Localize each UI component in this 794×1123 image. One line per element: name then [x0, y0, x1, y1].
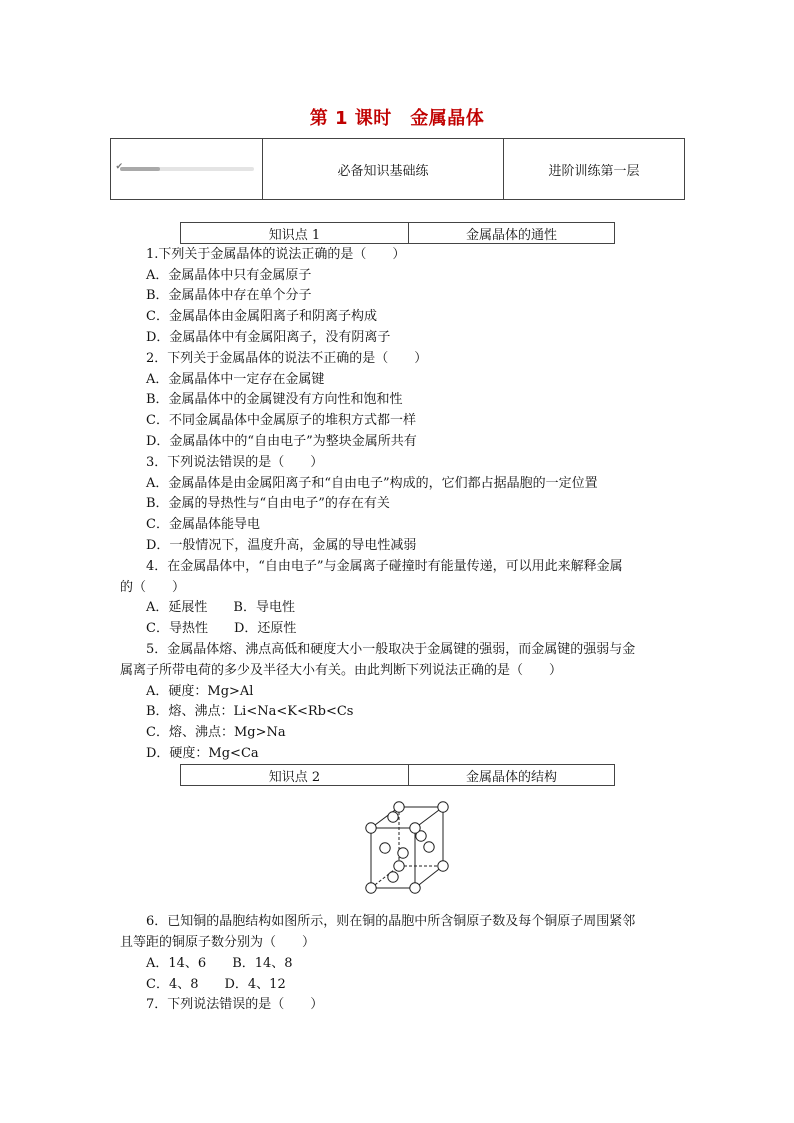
- q2-option-a: A．金属晶体中一定存在金属键: [146, 372, 325, 387]
- copper-unit-cell-diagram: [360, 795, 460, 900]
- q3-option-b: B．金属的导热性与“自由电子”的存在有关: [146, 496, 390, 511]
- q6-options-cd: C．4、8 D．4、12: [146, 977, 286, 992]
- progress-fill: [120, 167, 160, 171]
- knowledge-point-label: 知识点 1: [181, 223, 409, 244]
- knowledge-point-topic: 金属晶体的结构: [409, 765, 615, 786]
- q2-option-d: D．金属晶体中的“自由电子”为整块金属所共有: [146, 434, 417, 449]
- question-5-stem-cont: 属离子所带电荷的多少及半径大小有关。由此判断下列说法正确的是（ ）: [120, 663, 563, 678]
- check-icon: ✔: [115, 162, 124, 172]
- question-5-stem: 5．金属晶体熔、沸点高低和硬度大小一般取决于金属键的强弱，而金属键的强弱与金: [146, 642, 636, 657]
- knowledge-point-label: 知识点 2: [181, 765, 409, 786]
- knowledge-point-1-bar: [180, 222, 615, 244]
- q3-option-a: A．金属晶体是由金属阳离子和“自由电子”构成的，它们都占据晶胞的一定位置: [146, 476, 598, 491]
- q1-option-b: B．金属晶体中存在单个分子: [146, 288, 312, 303]
- question-3-stem: 3．下列说法错误的是（ ）: [146, 455, 324, 470]
- q5-option-a: A．硬度：Mg>Al: [146, 684, 254, 699]
- section-header-table: [110, 138, 685, 200]
- q5-option-c: C．熔、沸点：Mg>Na: [146, 725, 286, 740]
- knowledge-point-2-bar: [180, 764, 615, 786]
- page-title: 第 1 课时 金属晶体: [309, 108, 485, 129]
- question-1-stem: 1.下列关于金属晶体的说法正确的是（ ）: [146, 247, 406, 262]
- q4-options-ab: A．延展性 B．导电性: [146, 600, 295, 615]
- progress-bar: [115, 162, 254, 173]
- q4-options-cd: C．导热性 D．还原性: [146, 621, 297, 636]
- question-6-stem-cont: 且等距的铜原子数分别为（ ）: [120, 935, 316, 950]
- question-6-stem: 6．已知铜的晶胞结构如图所示，则在铜的晶胞中所含铜原子数及每个铜原子周围紧邻: [146, 914, 636, 929]
- question-4-stem-cont: 的（ ）: [120, 580, 186, 595]
- question-4-stem: 4．在金属晶体中，“自由电子”与金属离子碰撞时有能量传递，可以用此来解释金属: [146, 559, 623, 574]
- q2-option-c: C．不同金属晶体中金属原子的堆积方式都一样: [146, 413, 416, 428]
- q3-option-d: D．一般情况下，温度升高，金属的导电性减弱: [146, 538, 417, 553]
- q1-option-a: A．金属晶体中只有金属原子: [146, 268, 312, 283]
- q2-option-b: B．金属晶体中的金属键没有方向性和饱和性: [146, 392, 403, 407]
- q3-option-c: C．金属晶体能导电: [146, 517, 260, 532]
- q1-option-c: C．金属晶体由金属阳离子和阴离子构成: [146, 309, 377, 324]
- progress-cell: [111, 139, 263, 200]
- header-cell-advanced: 进阶训练第一层: [504, 139, 685, 200]
- q5-option-d: D．硬度：Mg<Ca: [146, 746, 259, 761]
- q5-option-b: B．熔、沸点：Li<Na<K<Rb<Cs: [146, 704, 354, 719]
- q6-options-ab: A．14、6 B．14、8: [146, 956, 293, 971]
- q1-option-d: D．金属晶体中有金属阳离子，没有阴离子: [146, 330, 391, 345]
- question-2-stem: 2．下列关于金属晶体的说法不正确的是（ ）: [146, 351, 428, 366]
- header-cell-basic: 必备知识基础练: [263, 139, 504, 200]
- knowledge-point-topic: 金属晶体的通性: [409, 223, 615, 244]
- question-7-stem: 7．下列说法错误的是（ ）: [146, 997, 324, 1012]
